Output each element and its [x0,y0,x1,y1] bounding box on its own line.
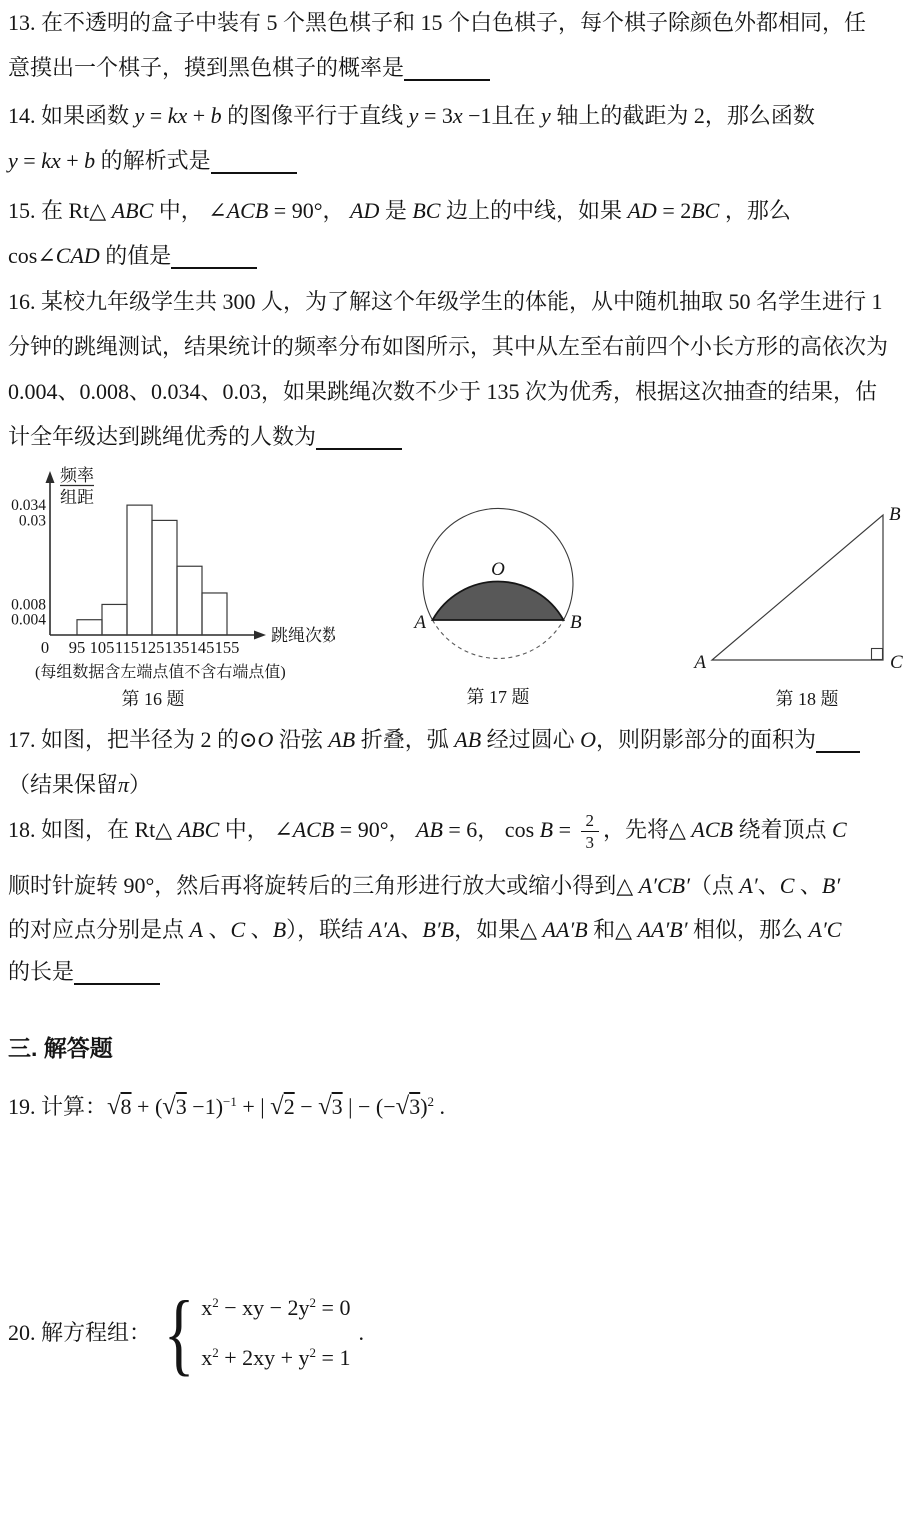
question-14-line-2: y = kx + b 的解析式是 [8,138,297,183]
histogram-bar [152,520,177,635]
question-16-line-2: 分钟的跳绳测试，结果统计的频率分布如图所示，其中从左至右前四个小长方形的高依次为 [8,334,889,359]
equation-system [201,1285,350,1381]
question-13-line-2: 意摸出一个棋子，摸到黑色棋子的概率是 [8,45,490,90]
histogram-bar [202,593,227,635]
y-tick-label: 0.004 [11,611,46,629]
shaded-segment [433,582,564,620]
figure-18-triangle [690,500,905,720]
x-tick-label: 115 [114,638,140,657]
x-ticks-group [41,638,240,657]
y-axis-label-denominator: 组距 [60,488,94,507]
question-18-line-3: 的对应点分别是点 A 、C 、B），联结 A′A、B′B，如果△ AA′B 和△ AA′B′ 相似，那么 A′C [8,917,842,942]
histogram-bar [127,505,152,635]
triangle-diagram [690,500,905,715]
figure-16-histogram [5,455,335,720]
x-tick-label: 0 [40,638,50,657]
histogram-bar [102,604,127,635]
question-15-line-1: 15. 在 Rt△ ABC 中， ∠ACB = 90°， AD 是 BC 边上的中线，如果 AD = 2BC ，那么 [8,198,791,223]
question-16-line-3: 0.004、0.008、0.034、0.03，如果跳绳次数不少于 135 次为优秀，根据这次抽查的结果，估 [8,379,878,404]
y-axis-label-numerator: 频率 [60,466,94,485]
right-angle-marker [872,649,883,660]
y-tick-label: 0.03 [18,512,46,530]
histogram-note: (每组数据含左端点值不含右端点值) [35,664,286,681]
x-tick-label: 155 [214,638,240,657]
figure-17-circle [400,495,610,715]
y-axis-arrow-icon [46,471,55,483]
x-axis-arrow-icon [254,631,266,640]
x-axis-label: 跳绳次数 [271,626,335,645]
vertex-label-C: C [890,652,903,673]
x-tick-label: 95 [68,638,86,657]
question-13-line-1: 13. 在不透明的盒子中装有 5 个黑色棋子和 15 个白色棋子，每个棋子除颜色外都相同，任 [8,10,867,35]
question-15-line-2: cos∠CAD 的值是 [8,233,257,278]
equation-1: $x^2$ − xy − $2y^2 = 0$ [201,1295,351,1320]
point-label-A: A [414,612,426,633]
triangle-outline [712,515,883,660]
figure-16-caption: 第 16 题 [121,689,185,709]
y-ticks-group [11,497,46,629]
point-label-B: B [570,612,582,633]
question-20-block [8,1283,364,1383]
question-18-line-4: 的长是 [8,949,160,994]
question-18-line-2: 顺时针旋转 90°，然后再将旋转后的三角形进行放大或缩小得到△ A′CB′（点 A′、C 、B′ [8,873,841,898]
y-tick-label: 0.034 [11,497,46,515]
vertex-label-A: A [694,652,706,673]
question-16-line-4: 计全年级达到跳绳优秀的人数为 [8,414,402,459]
figure-17-caption: 第 17 题 [466,687,530,707]
histogram-bar [77,620,102,635]
bars-group [77,505,227,635]
question-18-line-1: 18. 如图，在 Rt△ ABC 中， ∠ACB = 90°， AB = 6， cos B = $\frac{2}{3}$ ，先将△ ACB 绕着顶点 C [8,810,847,853]
system-period: . [358,1320,364,1345]
question-20-label: 20. 解方程组： [8,1320,152,1345]
question-17-line-1: 17. 如图，把半径为 2 的⊙O 沿弦 AB 折叠，弧 AB 经过圆心 O，则阴影部分的面积为 [8,717,860,762]
question-14-line-1: 14. 如果函数 y = kx + b 的图像平行于直线 y = 3x −1且在 y 轴上的截距为 2，那么函数 [8,103,815,128]
equation-2: $x^2 + 2xy + y^2 = 1$ [201,1345,351,1370]
figure-18-caption: 第 18 题 [775,689,839,709]
vertex-label-B: B [889,504,901,525]
y-tick-label: 0.008 [11,596,46,614]
section-3-heading: 三. 解答题 [8,1035,113,1061]
center-label-O: O [491,559,505,580]
circle-lower-dashed-arc [433,620,564,658]
x-tick-label: 135 [164,638,190,657]
circle-diagram [400,495,610,710]
question-17-line-2: （结果保留π） [8,772,152,797]
system-brace: { [163,1281,195,1384]
x-tick-label: 105 [89,638,115,657]
question-19-line-1: 19. 计算：$√8 + (√3 -1)^{-1}$ + | √2 − √3 | − $(-√3)^2$ . [8,1093,446,1120]
histogram-chart [5,455,335,715]
x-tick-label: 125 [139,638,165,657]
x-tick-label: 145 [189,638,215,657]
histogram-bar [177,566,202,635]
question-16-line-1: 16. 某校九年级学生共 300 人，为了解这个年级学生的体能，从中随机抽取 50 名学生进行 1 [8,289,883,314]
